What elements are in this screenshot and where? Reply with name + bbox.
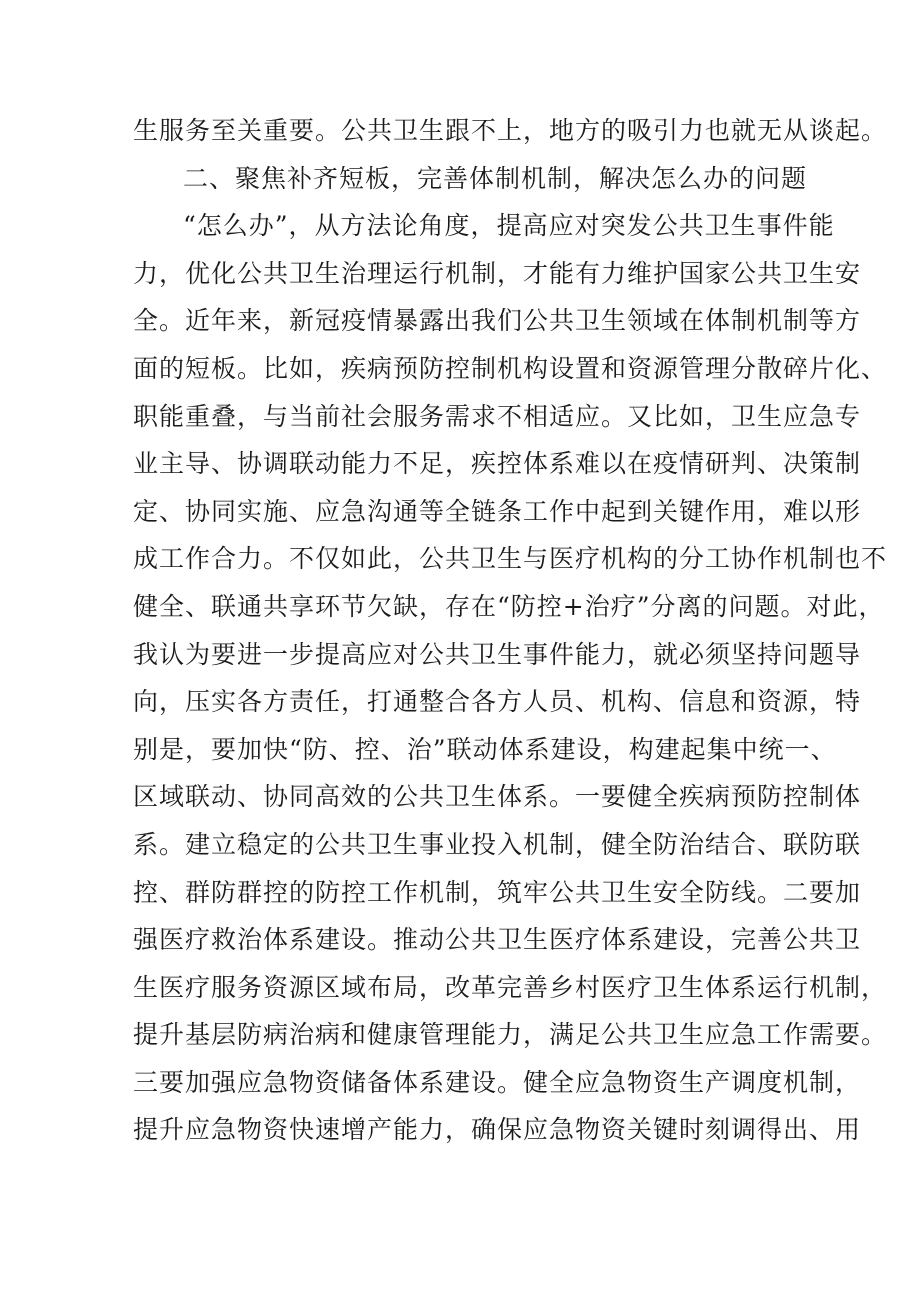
section-heading: 二、聚焦补齐短板，完善体制机制，解决怎么办的问题 [183, 163, 808, 193]
paragraph-line: 三要加强应急物资储备体系建设。健全应急物资生产调度机制， [133, 1067, 862, 1097]
paragraph-line: 成工作合力。不仅如此，公共卫生与医疗机构的分工协作机制也不 [133, 544, 888, 574]
paragraph-line: 面的短板。比如，疾病预防控制机构设置和资源管理分散碎片化、 [133, 353, 888, 383]
paragraph-line: 提升基层防病治病和健康管理能力，满足公共卫生应急工作需要。 [133, 1020, 888, 1050]
paragraph-line: 强医疗救治体系建设。推动公共卫生医疗体系建设，完善公共卫 [133, 925, 862, 955]
paragraph-line: 生服务至关重要。公共卫生跟不上，地方的吸引力也就无从谈起。 [133, 116, 888, 145]
paragraph-line: 向，压实各方责任，打通整合各方人员、机构、信息和资源，特 [133, 687, 862, 717]
paragraph-line: 健全、联通共享环节欠缺，存在“防控+治疗”分离的问题。对此， [133, 591, 885, 621]
paragraph-line: 系。建立稳定的公共卫生事业投入机制，健全防治结合、联防联 [133, 829, 862, 859]
paragraph-line: 别是，要加快“防、控、治”联动体系建设，构建起集中统一、 [133, 734, 837, 764]
paragraph-line: 业主导、协调联动能力不足，疾控体系难以在疫情研判、决策制 [133, 449, 862, 479]
paragraph-line: “怎么办”，从方法论角度，提高应对突发公共卫生事件能 [183, 211, 835, 241]
paragraph-line: 控、群防群控的防控工作机制，筑牢公共卫生安全防线。二要加 [133, 877, 862, 907]
paragraph-line: 生医疗服务资源区域布局，改革完善乡村医疗卫生体系运行机制， [133, 972, 888, 1002]
paragraph-line: 提升应急物资快速增产能力，确保应急物资关键时刻调得出、用 [133, 1115, 862, 1145]
paragraph-line: 力，优化公共卫生治理运行机制，才能有力维护国家公共卫生安 [133, 258, 862, 288]
body-text [133, 107, 888, 1154]
paragraph-line: 职能重叠，与当前社会服务需求不相适应。又比如，卫生应急专 [133, 401, 862, 431]
paragraph-line: 我认为要进一步提高应对公共卫生事件能力，就必须坚持问题导 [133, 639, 862, 669]
paragraph-line: 区域联动、协同高效的公共卫生体系。一要健全疾病预防控制体 [133, 782, 862, 812]
paragraph-line: 定、协同实施、应急沟通等全链条工作中起到关键作用，难以形 [133, 496, 862, 526]
paragraph-line: 全。近年来，新冠疫情暴露出我们公共卫生领域在体制机制等方 [133, 306, 862, 336]
